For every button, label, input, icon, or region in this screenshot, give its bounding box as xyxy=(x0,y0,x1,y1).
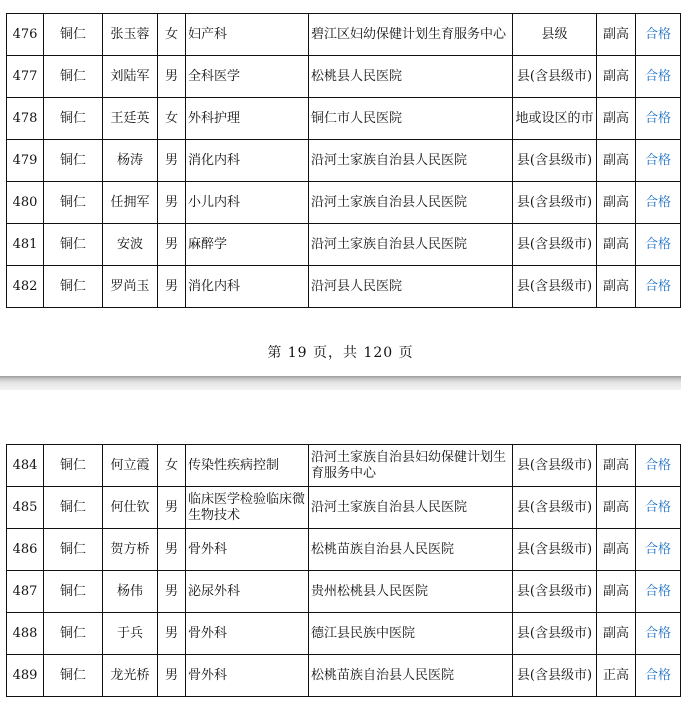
row-result: 合格 xyxy=(636,14,681,56)
row-sex: 男 xyxy=(158,529,186,571)
row-result: 合格 xyxy=(636,224,681,266)
row-title: 副高 xyxy=(597,266,636,308)
table-row xyxy=(7,56,681,98)
row-major: 消化内科 xyxy=(186,140,309,182)
row-level: 县(含县级市) xyxy=(513,266,597,308)
row-level: 县(含县级市) xyxy=(513,655,597,697)
row-level: 县(含县级市) xyxy=(513,529,597,571)
row-name: 于兵 xyxy=(103,613,158,655)
row-city: 铜仁 xyxy=(44,529,103,571)
row-name: 贺方桥 xyxy=(103,529,158,571)
row-major: 泌尿外科 xyxy=(186,571,309,613)
table-row xyxy=(7,487,681,529)
row-result: 合格 xyxy=(636,98,681,140)
row-name: 杨涛 xyxy=(103,140,158,182)
row-level: 县级 xyxy=(513,14,597,56)
row-city: 铜仁 xyxy=(44,655,103,697)
row-unit: 松桃苗族自治县人民医院 xyxy=(309,655,513,697)
row-number: 482 xyxy=(7,266,44,308)
row-major: 骨外科 xyxy=(186,655,309,697)
row-major: 小儿内科 xyxy=(186,182,309,224)
row-major: 传染性疾病控制 xyxy=(186,445,309,487)
table-row xyxy=(7,571,681,613)
row-major: 全科医学 xyxy=(186,56,309,98)
row-major: 骨外科 xyxy=(186,613,309,655)
row-level: 地或设区的市 xyxy=(513,98,597,140)
table-row xyxy=(7,266,681,308)
row-name: 刘陆军 xyxy=(103,56,158,98)
row-result: 合格 xyxy=(636,266,681,308)
row-name: 安波 xyxy=(103,224,158,266)
row-sex: 男 xyxy=(158,571,186,613)
row-city: 铜仁 xyxy=(44,613,103,655)
row-city: 铜仁 xyxy=(44,224,103,266)
row-city: 铜仁 xyxy=(44,14,103,56)
table-row xyxy=(7,14,681,56)
row-name: 杨伟 xyxy=(103,571,158,613)
row-number: 479 xyxy=(7,140,44,182)
row-sex: 男 xyxy=(158,487,186,529)
row-unit: 沿河土家族自治县人民医院 xyxy=(309,182,513,224)
row-title: 副高 xyxy=(597,56,636,98)
row-title: 副高 xyxy=(597,14,636,56)
row-number: 478 xyxy=(7,98,44,140)
row-unit: 贵州松桃县人民医院 xyxy=(309,571,513,613)
table-row xyxy=(7,445,681,487)
row-title: 副高 xyxy=(597,224,636,266)
row-sex: 男 xyxy=(158,140,186,182)
row-level: 县(含县级市) xyxy=(513,487,597,529)
row-number: 487 xyxy=(7,571,44,613)
table-row xyxy=(7,613,681,655)
row-name: 张玉蓉 xyxy=(103,14,158,56)
row-unit: 松桃苗族自治县人民医院 xyxy=(309,529,513,571)
row-number: 476 xyxy=(7,14,44,56)
row-major: 妇产科 xyxy=(186,14,309,56)
row-unit: 松桃县人民医院 xyxy=(309,56,513,98)
row-number: 486 xyxy=(7,529,44,571)
row-level: 县(含县级市) xyxy=(513,613,597,655)
row-number: 485 xyxy=(7,487,44,529)
row-title: 副高 xyxy=(597,445,636,487)
row-number: 477 xyxy=(7,56,44,98)
row-city: 铜仁 xyxy=(44,487,103,529)
row-title: 副高 xyxy=(597,182,636,224)
row-result: 合格 xyxy=(636,529,681,571)
row-major: 麻醉学 xyxy=(186,224,309,266)
row-city: 铜仁 xyxy=(44,56,103,98)
row-level: 县(含县级市) xyxy=(513,445,597,487)
page-number-footer: 第 19 页，共 120 页 xyxy=(267,345,414,361)
row-name: 王廷英 xyxy=(103,98,158,140)
row-sex: 男 xyxy=(158,655,186,697)
row-sex: 女 xyxy=(158,98,186,140)
table-row xyxy=(7,655,681,697)
row-number: 484 xyxy=(7,445,44,487)
row-major: 临床医学检验临床微生物技术 xyxy=(186,487,309,529)
row-name: 龙光桥 xyxy=(103,655,158,697)
row-name: 罗尚玉 xyxy=(103,266,158,308)
row-result: 合格 xyxy=(636,182,681,224)
row-name: 任拥军 xyxy=(103,182,158,224)
row-sex: 女 xyxy=(158,14,186,56)
row-title: 副高 xyxy=(597,140,636,182)
row-unit: 碧江区妇幼保健计划生育服务中心 xyxy=(309,14,513,56)
row-sex: 男 xyxy=(158,613,186,655)
row-major: 骨外科 xyxy=(186,529,309,571)
page-separator xyxy=(0,376,681,390)
row-unit: 沿河土家族自治县人民医院 xyxy=(309,224,513,266)
row-result: 合格 xyxy=(636,487,681,529)
row-city: 铜仁 xyxy=(44,182,103,224)
table-row xyxy=(7,140,681,182)
row-unit: 铜仁市人民医院 xyxy=(309,98,513,140)
row-title: 副高 xyxy=(597,487,636,529)
table-row xyxy=(7,182,681,224)
row-number: 489 xyxy=(7,655,44,697)
row-sex: 男 xyxy=(158,224,186,266)
row-result: 合格 xyxy=(636,613,681,655)
table-row xyxy=(7,98,681,140)
row-result: 合格 xyxy=(636,655,681,697)
row-unit: 沿河县人民医院 xyxy=(309,266,513,308)
row-number: 480 xyxy=(7,182,44,224)
row-unit: 沿河土家族自治县人民医院 xyxy=(309,487,513,529)
row-unit: 沿河土家族自治县人民医院 xyxy=(309,140,513,182)
row-level: 县(含县级市) xyxy=(513,571,597,613)
results-table-page-19 xyxy=(6,13,681,308)
results-table-page-20 xyxy=(6,444,681,697)
row-unit: 沿河土家族自治县妇幼保健计划生育服务中心 xyxy=(309,445,513,487)
row-sex: 男 xyxy=(158,266,186,308)
row-title: 副高 xyxy=(597,613,636,655)
row-result: 合格 xyxy=(636,56,681,98)
row-unit: 德江县民族中医院 xyxy=(309,613,513,655)
table-row xyxy=(7,529,681,571)
row-city: 铜仁 xyxy=(44,571,103,613)
row-result: 合格 xyxy=(636,140,681,182)
table-row xyxy=(7,224,681,266)
row-name: 何仕钦 xyxy=(103,487,158,529)
row-number: 488 xyxy=(7,613,44,655)
row-result: 合格 xyxy=(636,445,681,487)
row-level: 县(含县级市) xyxy=(513,140,597,182)
row-title: 副高 xyxy=(597,529,636,571)
row-sex: 男 xyxy=(158,182,186,224)
row-result: 合格 xyxy=(636,571,681,613)
row-name: 何立霞 xyxy=(103,445,158,487)
row-city: 铜仁 xyxy=(44,445,103,487)
row-level: 县(含县级市) xyxy=(513,224,597,266)
row-major: 外科护理 xyxy=(186,98,309,140)
row-title: 副高 xyxy=(597,98,636,140)
row-city: 铜仁 xyxy=(44,98,103,140)
row-level: 县(含县级市) xyxy=(513,56,597,98)
row-sex: 男 xyxy=(158,56,186,98)
row-city: 铜仁 xyxy=(44,140,103,182)
row-level: 县(含县级市) xyxy=(513,182,597,224)
row-number: 481 xyxy=(7,224,44,266)
row-major: 消化内科 xyxy=(186,266,309,308)
row-title: 副高 xyxy=(597,571,636,613)
row-title: 正高 xyxy=(597,655,636,697)
row-sex: 女 xyxy=(158,445,186,487)
row-city: 铜仁 xyxy=(44,266,103,308)
